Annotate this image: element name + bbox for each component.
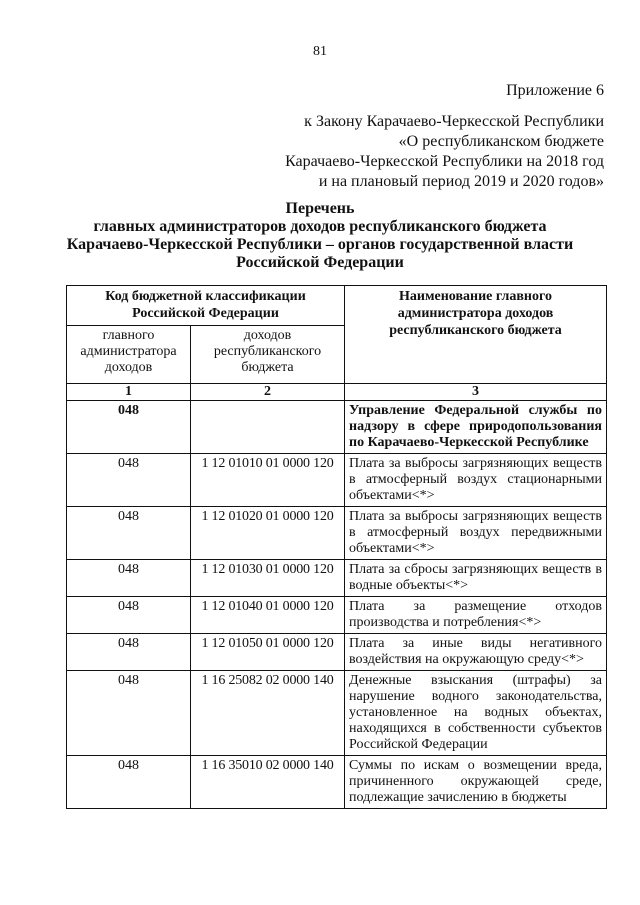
title-line: Карачаево-Черкесской Республики – органов государственной власти	[66, 236, 574, 253]
header-code: Код бюджетной классификации Российской Федерации	[67, 286, 345, 326]
admin-code-cell: 048	[67, 634, 191, 671]
document-title	[0, 200, 640, 272]
income-code-cell: 1 12 01010 01 0000 120	[191, 454, 345, 507]
name-cell: Плата за выбросы загрязняющих веществ в атмосферный воздух передвижными объектами<*>	[345, 507, 607, 560]
subheader-income: доходов республиканского бюджета	[191, 326, 345, 384]
admin-code-cell: 048	[67, 671, 191, 756]
table-row	[67, 597, 607, 634]
name-cell: Управление Федеральной службы по надзору в сфере природопользования по Карачаево-Черкесской Республике	[345, 401, 607, 454]
table-row	[67, 454, 607, 507]
page-bottom-margin	[0, 869, 640, 905]
law-reference-line: к Закону Карачаево-Черкесской Республики	[304, 113, 604, 130]
admin-code-cell: 048	[67, 454, 191, 507]
admin-code-cell: 048	[67, 756, 191, 809]
table-row	[67, 560, 607, 597]
column-number: 1	[67, 384, 191, 401]
name-cell: Денежные взыскания (штрафы) за нарушение водного законодательства, установленное на водных объектах, находящихся в собственности субъектов Российской Федерации	[345, 671, 607, 756]
table-row	[67, 507, 607, 560]
name-cell: Плата за размещение отходов производства и потребления<*>	[345, 597, 607, 634]
table-row	[67, 671, 607, 756]
column-number: 2	[191, 384, 345, 401]
name-cell: Плата за иные виды негативного воздействия на окружающую среду<*>	[345, 634, 607, 671]
income-code-cell: 1 12 01050 01 0000 120	[191, 634, 345, 671]
table-row	[67, 756, 607, 809]
income-code-cell: 1 16 35010 02 0000 140	[191, 756, 345, 809]
income-code-cell: 1 12 01030 01 0000 120	[191, 560, 345, 597]
subheader-admin: главного администратора доходов	[67, 326, 191, 384]
income-code-cell: 1 16 25082 02 0000 140	[191, 671, 345, 756]
name-cell: Плата за сбросы загрязняющих веществ в водные объекты<*>	[345, 560, 607, 597]
name-cell: Плата за выбросы загрязняющих веществ в атмосферный воздух стационарными объектами<*>	[345, 454, 607, 507]
header-name: Наименование главного администратора доходов республиканского бюджета	[345, 286, 607, 384]
income-code-cell	[191, 401, 345, 454]
administrators-table	[66, 285, 607, 809]
appendix-label: Приложение 6	[506, 82, 604, 99]
name-cell: Суммы по искам о возмещении вреда, причиненного окружающей среде, подлежащие зачислению в бюджеты	[345, 756, 607, 809]
law-reference-line: Карачаево-Черкесской Республики на 2018 год	[285, 153, 604, 170]
title-line: Перечень	[285, 200, 355, 217]
law-reference	[285, 112, 604, 192]
income-code-cell: 1 12 01040 01 0000 120	[191, 597, 345, 634]
column-number: 3	[345, 384, 607, 401]
title-line: главных администраторов доходов республиканского бюджета	[93, 218, 547, 235]
table-row	[67, 634, 607, 671]
admin-code-cell: 048	[67, 401, 191, 454]
income-code-cell: 1 12 01020 01 0000 120	[191, 507, 345, 560]
title-line: Российской Федерации	[236, 254, 404, 271]
admin-code-cell: 048	[67, 507, 191, 560]
law-reference-line: «О республиканском бюджете	[398, 133, 604, 150]
admin-code-cell: 048	[67, 560, 191, 597]
admin-code-cell: 048	[67, 597, 191, 634]
table-row	[67, 401, 607, 454]
page-number: 81	[313, 44, 327, 59]
law-reference-line: и на плановый период 2019 и 2020 годов»	[318, 173, 604, 190]
